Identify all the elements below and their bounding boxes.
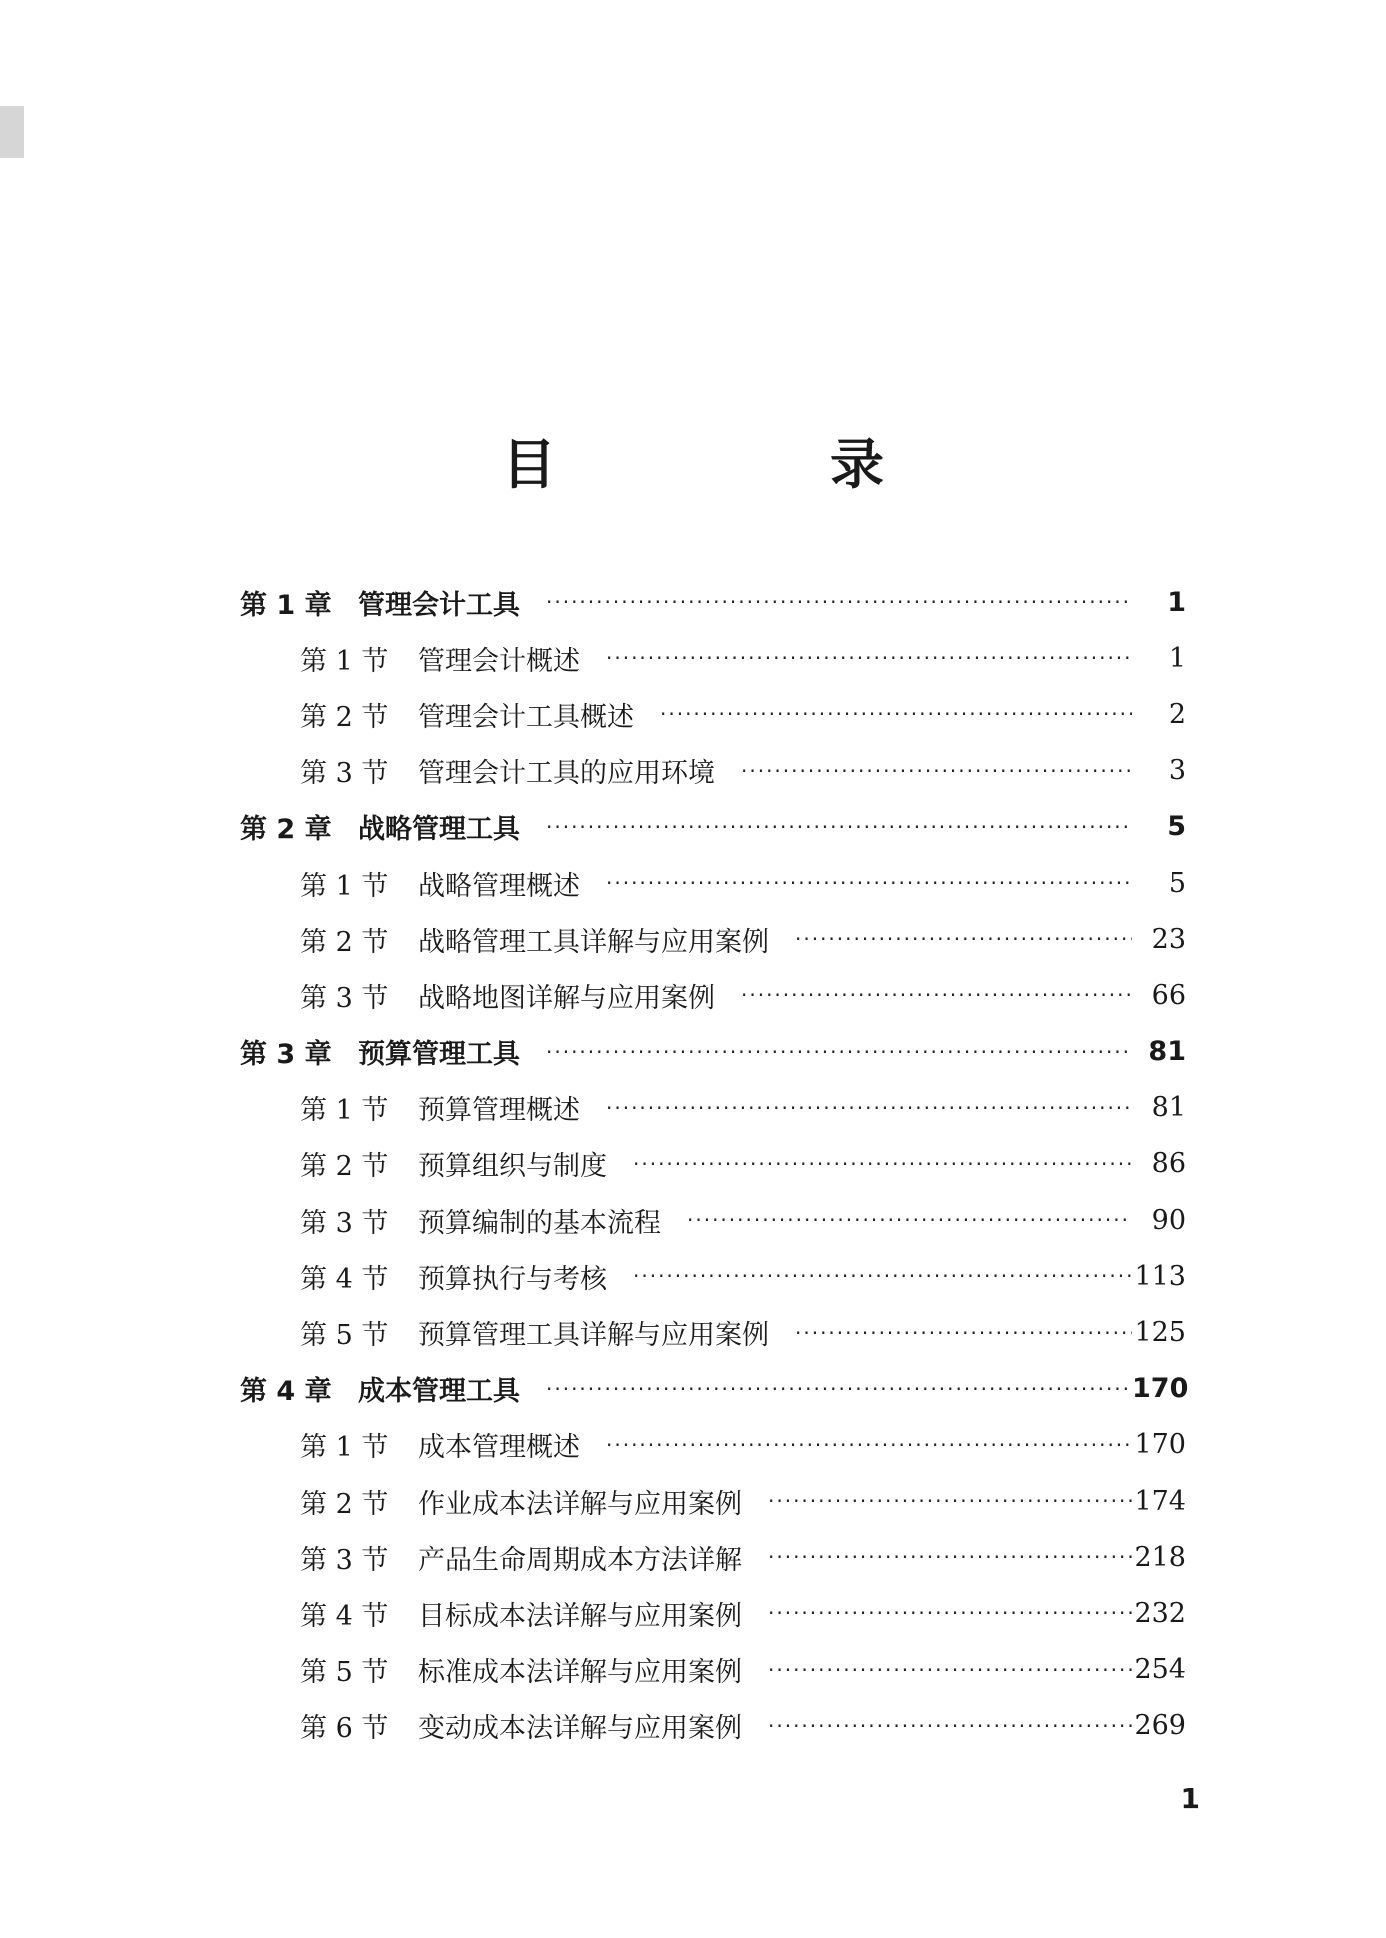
toc-section-entry — [0, 855, 1186, 911]
section-title: 产品生命周期成本方法详解 — [418, 1544, 742, 1576]
page-reference: 1 — [1167, 586, 1186, 618]
toc-chapter-entry — [0, 574, 1186, 630]
page-reference: 125 — [1134, 1317, 1186, 1349]
section-number: 第 2 节 — [300, 926, 389, 958]
page-reference: 3 — [1168, 755, 1186, 787]
dot-leader — [546, 1377, 1132, 1401]
section-title: 战略管理概述 — [418, 870, 580, 902]
chapter-title: 管理会计工具 — [358, 589, 520, 621]
toc-section-entry — [0, 630, 1186, 686]
section-number: 第 2 节 — [300, 701, 389, 733]
page-reference: 5 — [1168, 867, 1186, 899]
section-title: 预算执行与考核 — [418, 1263, 607, 1295]
toc-section-entry — [0, 1698, 1186, 1754]
dot-leader — [633, 1152, 1132, 1176]
section-number: 第 3 节 — [300, 758, 389, 790]
toc-section-entry — [0, 1304, 1186, 1360]
chapter-number: 第 2 章 — [240, 814, 332, 846]
dot-leader — [795, 1321, 1132, 1345]
dot-leader — [606, 871, 1132, 895]
page-reference: 254 — [1134, 1654, 1186, 1686]
toc-section-entry — [0, 1529, 1186, 1585]
chapter-number: 第 4 章 — [240, 1376, 332, 1408]
toc-section-entry — [0, 686, 1186, 742]
section-title: 战略管理工具详解与应用案例 — [418, 926, 769, 958]
dot-leader — [546, 1040, 1132, 1064]
toc-section-entry — [0, 1585, 1186, 1641]
chapter-title: 战略管理工具 — [358, 814, 520, 846]
section-number: 第 1 节 — [300, 645, 389, 677]
page-reference: 170 — [1134, 1429, 1186, 1461]
section-number: 第 5 节 — [300, 1320, 389, 1352]
page-reference: 174 — [1134, 1485, 1186, 1517]
section-title: 目标成本法详解与应用案例 — [418, 1600, 742, 1632]
dot-leader — [768, 1489, 1132, 1513]
chapter-number: 第 1 章 — [240, 589, 332, 621]
page-reference: 86 — [1151, 1148, 1186, 1180]
page-reference: 113 — [1134, 1260, 1186, 1292]
page-reference: 218 — [1134, 1541, 1186, 1573]
chapter-number: 第 3 章 — [240, 1039, 332, 1071]
dot-leader — [768, 1601, 1132, 1625]
page-reference: 5 — [1167, 811, 1186, 843]
section-title: 预算编制的基本流程 — [418, 1207, 661, 1239]
toc-chapter-entry — [0, 1024, 1186, 1080]
toc-section-entry — [0, 1136, 1186, 1192]
dot-leader — [606, 1433, 1132, 1457]
section-number: 第 6 节 — [300, 1713, 389, 1745]
section-title: 成本管理概述 — [418, 1432, 580, 1464]
page-reference: 90 — [1151, 1204, 1186, 1236]
section-number: 第 5 节 — [300, 1657, 389, 1689]
section-title: 变动成本法详解与应用案例 — [418, 1713, 742, 1745]
toc-section-entry — [0, 1192, 1186, 1248]
section-number: 第 3 节 — [300, 982, 389, 1014]
toc-section-entry — [0, 1248, 1186, 1304]
section-title: 作业成本法详解与应用案例 — [418, 1488, 742, 1520]
dot-leader — [741, 759, 1132, 783]
toc-section-entry — [0, 967, 1186, 1023]
section-title: 管理会计工具概述 — [418, 701, 634, 733]
chapter-title: 预算管理工具 — [358, 1039, 520, 1071]
dot-leader — [768, 1545, 1132, 1569]
page-reference: 81 — [1148, 1036, 1186, 1068]
section-title: 预算管理工具详解与应用案例 — [418, 1320, 769, 1352]
toc-section-entry — [0, 1473, 1186, 1529]
chapter-title: 成本管理工具 — [358, 1376, 520, 1408]
page-reference: 269 — [1134, 1710, 1186, 1742]
toc-section-entry — [0, 743, 1186, 799]
section-title: 标准成本法详解与应用案例 — [418, 1657, 742, 1689]
page-title: 目 录 — [502, 433, 994, 496]
dot-leader — [546, 815, 1132, 839]
section-number: 第 1 节 — [300, 1432, 389, 1464]
section-number: 第 4 节 — [300, 1263, 389, 1295]
dot-leader — [606, 646, 1132, 670]
section-number: 第 3 节 — [300, 1207, 389, 1239]
page-number: 1 — [1180, 1782, 1200, 1815]
section-title: 战略地图详解与应用案例 — [418, 982, 715, 1014]
page-reference: 23 — [1151, 923, 1186, 955]
section-number: 第 3 节 — [300, 1544, 389, 1576]
section-number: 第 4 节 — [300, 1600, 389, 1632]
toc-section-entry — [0, 911, 1186, 967]
dot-leader — [768, 1658, 1132, 1682]
section-number: 第 1 节 — [300, 1095, 389, 1127]
section-number: 第 2 节 — [300, 1488, 389, 1520]
toc-section-entry — [0, 1080, 1186, 1136]
page-reference: 1 — [1168, 642, 1186, 674]
toc-chapter-entry — [0, 799, 1186, 855]
section-title: 预算管理概述 — [418, 1095, 580, 1127]
section-title: 管理会计工具的应用环境 — [418, 758, 715, 790]
dot-leader — [633, 1264, 1132, 1288]
toc-chapter-entry — [0, 1361, 1189, 1417]
page-reference: 2 — [1168, 698, 1186, 730]
page-reference: 66 — [1151, 979, 1186, 1011]
dot-leader — [660, 702, 1132, 726]
toc-section-entry — [0, 1642, 1186, 1698]
dot-leader — [687, 1208, 1132, 1232]
dot-leader — [795, 927, 1132, 951]
page-edge-marker — [0, 106, 24, 158]
toc-section-entry — [0, 1417, 1186, 1473]
section-title: 预算组织与制度 — [418, 1151, 607, 1183]
dot-leader — [741, 983, 1132, 1007]
dot-leader — [546, 590, 1132, 614]
page-reference: 81 — [1151, 1092, 1186, 1124]
page-reference: 170 — [1132, 1373, 1189, 1405]
dot-leader — [606, 1096, 1132, 1120]
section-title: 管理会计概述 — [418, 645, 580, 677]
dot-leader — [768, 1714, 1132, 1738]
page-reference: 232 — [1134, 1597, 1186, 1629]
section-number: 第 2 节 — [300, 1151, 389, 1183]
table-of-contents — [0, 574, 1386, 1754]
section-number: 第 1 节 — [300, 870, 389, 902]
